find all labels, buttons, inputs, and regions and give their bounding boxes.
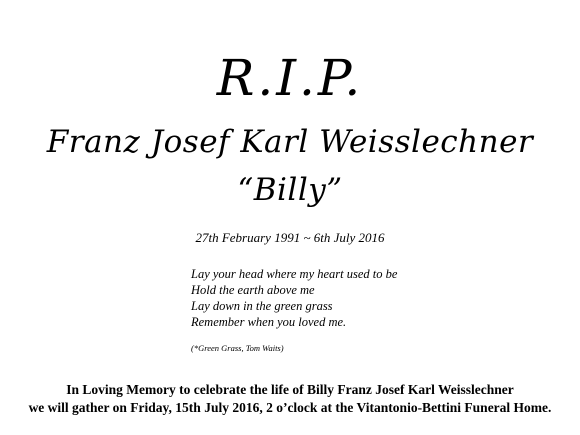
poem-line: Hold the earth above me bbox=[191, 283, 315, 297]
poem-block bbox=[191, 266, 491, 330]
deceased-full-name: Franz Josef Karl Weisslechner bbox=[46, 124, 534, 160]
poem-line: Remember when you loved me. bbox=[191, 315, 347, 329]
deceased-nickname: “Billy” bbox=[237, 172, 343, 208]
life-dates: 27th February 1991 ~ 6th July 2016 bbox=[195, 230, 385, 245]
memorial-announcement bbox=[0, 381, 580, 417]
poem-citation: (*Green Grass, Tom Waits) bbox=[191, 343, 284, 353]
poem-line: Lay down in the green grass bbox=[191, 299, 333, 313]
announcement-line-1: In Loving Memory to celebrate the life of Billy Franz Josef Karl Weisslechner bbox=[66, 382, 514, 397]
poem-line: Lay your head where my heart used to be bbox=[191, 267, 398, 281]
rip-heading: R.I.P. bbox=[216, 49, 364, 107]
announcement-line-2: we will gather on Friday, 15th July 2016, 2 o’clock at the Vitantonio-Bettini Funeral Home. bbox=[28, 400, 552, 415]
